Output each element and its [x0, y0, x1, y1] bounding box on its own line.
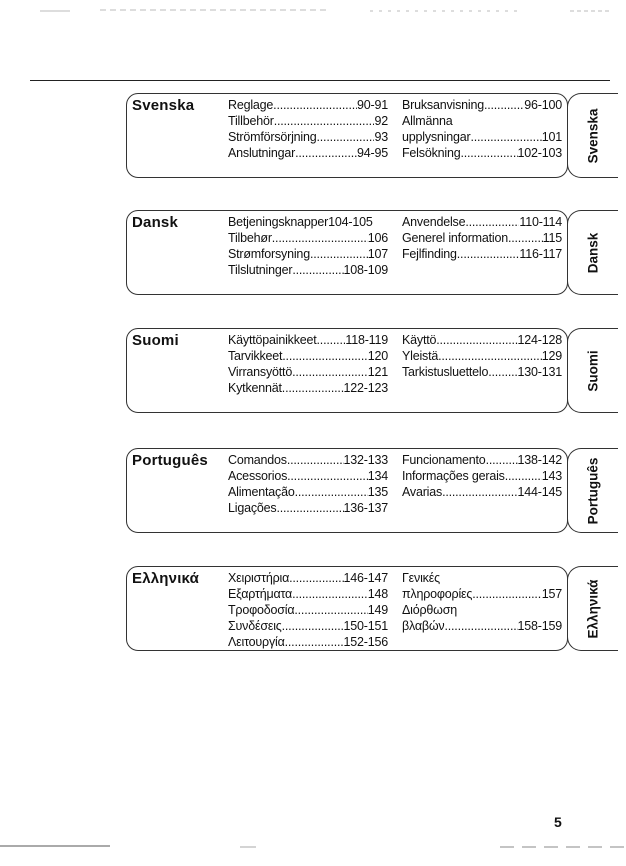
toc-column [228, 214, 388, 278]
dot-leader [292, 262, 343, 278]
tab-label: Svenska [585, 108, 601, 163]
entry-label: Reglage [228, 98, 274, 112]
entry-pages: 124-128 [517, 333, 562, 347]
entry-label: Strömförsörjning [228, 130, 317, 144]
dot-leader [310, 246, 368, 262]
language-name: Svenska [132, 97, 195, 114]
entry-label: Γενικές [402, 571, 440, 585]
entry-label: Διόρθωση [402, 603, 457, 617]
language-name: Ελληνικά [132, 570, 200, 587]
dot-leader [295, 484, 368, 500]
toc-entry [228, 113, 388, 129]
toc-entry [402, 452, 562, 468]
entry-pages: 121 [367, 365, 388, 379]
entry-pages: 134 [367, 469, 388, 483]
dot-leader [287, 452, 344, 468]
toc-entry [402, 570, 562, 586]
dot-leader [505, 468, 542, 484]
toc-entry [228, 332, 388, 348]
toc-column [228, 332, 388, 396]
toc-column [402, 570, 562, 634]
toc-section-suomi [126, 328, 568, 413]
entry-pages: 93 [374, 130, 388, 144]
toc-entry [228, 380, 388, 396]
entry-label: Comandos [228, 453, 287, 467]
entry-pages: 129 [541, 349, 562, 363]
toc-entry [228, 214, 388, 230]
toc-entry [402, 113, 562, 129]
dot-leader [436, 332, 517, 348]
toc-entry [402, 214, 562, 230]
entry-label: Strømforsyning [228, 247, 310, 261]
toc-entry [228, 452, 388, 468]
dot-leader [317, 332, 346, 348]
toc-column [402, 97, 562, 161]
tab-label: Ελληνικά [585, 579, 601, 638]
entry-pages: 144-145 [517, 485, 562, 499]
entry-label: Χειριστήρια [228, 571, 290, 585]
entry-pages: 96-100 [524, 98, 562, 112]
tab-label: Português [585, 457, 601, 524]
toc-entry [228, 246, 388, 262]
entry-pages: 149 [367, 603, 388, 617]
entry-label: Anslutningar [228, 146, 296, 160]
entry-label: Tarvikkeet [228, 349, 283, 363]
toc-entry [402, 97, 562, 113]
entry-label: Betjeningsknapper [228, 215, 329, 229]
entry-pages: 120 [367, 349, 388, 363]
entry-pages: 94-95 [357, 146, 388, 160]
toc-entry [228, 484, 388, 500]
toc-entry [228, 97, 388, 113]
dot-leader [472, 586, 542, 602]
entry-pages: 122-123 [343, 381, 388, 395]
entry-label: Felsökning [402, 146, 461, 160]
dot-leader [317, 129, 375, 145]
toc-entry [402, 145, 562, 161]
tab-label: Suomi [585, 349, 601, 392]
entry-pages: 148 [367, 587, 388, 601]
entry-pages: 90-91 [357, 98, 388, 112]
toc-entry [228, 500, 388, 516]
entry-label: Συνδέσεις [228, 619, 282, 633]
scan-artifact-bottom [0, 842, 626, 852]
dot-leader [285, 634, 344, 650]
scan-artifact-top [0, 6, 626, 16]
side-tab-svenska [567, 93, 618, 178]
entry-pages: 132-133 [343, 453, 388, 467]
entry-pages: 118-119 [345, 333, 388, 347]
toc-column [402, 214, 562, 262]
entry-pages: 101 [541, 130, 562, 144]
entry-pages: 146-147 [343, 571, 388, 585]
dot-leader [488, 364, 517, 380]
entry-label: Kytkennät [228, 381, 282, 395]
toc-entry [402, 586, 562, 602]
entry-label: Acessorios [228, 469, 288, 483]
entry-pages: 135 [367, 485, 388, 499]
side-tab-portugues [567, 448, 618, 533]
dot-leader [460, 145, 517, 161]
toc-column [228, 97, 388, 161]
entry-label: Bruksanvisning [402, 98, 484, 112]
dot-leader [470, 129, 541, 145]
entry-label: Τροφοδοσία [228, 603, 295, 617]
dot-leader [276, 500, 343, 516]
entry-label: Alimentação [228, 485, 295, 499]
toc-entry [228, 570, 388, 586]
language-name: Suomi [132, 332, 179, 349]
language-name: Português [132, 452, 208, 469]
entry-label: Tilslutninger [228, 263, 293, 277]
entry-pages: 106 [367, 231, 388, 245]
entry-pages: 110-114 [519, 215, 562, 229]
dot-leader [292, 586, 368, 602]
toc-entry [228, 586, 388, 602]
entry-pages: 138-142 [517, 453, 562, 467]
entry-label: Tillbehör [228, 114, 274, 128]
dot-leader [442, 484, 517, 500]
toc-entry [228, 602, 388, 618]
toc-entry [228, 230, 388, 246]
toc-entry [402, 618, 562, 634]
toc-entry [228, 618, 388, 634]
entry-label: Avarias [402, 485, 443, 499]
entry-pages: 157 [541, 587, 562, 601]
entry-pages: 102-103 [517, 146, 562, 160]
entry-label: Funcionamento [402, 453, 486, 467]
dot-leader [508, 230, 543, 246]
dot-leader [457, 246, 520, 262]
side-tab-dansk [567, 210, 618, 295]
entry-pages: 150-151 [343, 619, 388, 633]
entry-label: Λειτουργία [228, 635, 285, 649]
entry-pages: 107 [367, 247, 388, 261]
tab-label: Dansk [585, 232, 601, 273]
entry-pages: 104-105 [328, 215, 373, 229]
entry-label: Informações gerais [402, 469, 505, 483]
toc-entry [402, 129, 562, 145]
dot-leader [438, 348, 542, 364]
dot-leader [282, 618, 344, 634]
dot-leader [287, 468, 368, 484]
entry-pages: 116-117 [519, 247, 562, 261]
toc-entry [228, 145, 388, 161]
entry-label: upplysningar [402, 130, 471, 144]
dot-leader [444, 618, 517, 634]
dot-leader [292, 364, 368, 380]
entry-pages: 136-137 [343, 501, 388, 515]
toc-entry [402, 364, 562, 380]
dot-leader [486, 452, 518, 468]
entry-pages: 152-156 [343, 635, 388, 649]
toc-entry [402, 602, 562, 618]
entry-label: Anvendelse [402, 215, 466, 229]
entry-label: Fejlfinding [402, 247, 457, 261]
side-tab-ellinika [567, 566, 618, 651]
dot-leader [274, 113, 375, 129]
entry-pages: 143 [541, 469, 562, 483]
toc-entry [228, 634, 388, 650]
entry-pages: 115 [542, 231, 562, 245]
dot-leader [282, 380, 344, 396]
entry-label: Allmänna [402, 114, 453, 128]
entry-pages: 108-109 [343, 263, 388, 277]
entry-label: Käyttö [402, 333, 437, 347]
toc-entry [402, 230, 562, 246]
entry-label: Virransyöttö [228, 365, 293, 379]
entry-label: Εξαρτήματα [228, 587, 293, 601]
toc-entry [228, 262, 388, 278]
toc-column [228, 570, 388, 650]
toc-section-dansk [126, 210, 568, 295]
toc-section-ellinika [126, 566, 568, 651]
entry-pages: 92 [374, 114, 388, 128]
dot-leader [289, 570, 343, 586]
toc-column [228, 452, 388, 516]
top-rule [30, 80, 610, 81]
toc-entry [402, 468, 562, 484]
dot-leader [465, 214, 519, 230]
toc-section-svenska [126, 93, 568, 178]
page-number: 5 [554, 814, 562, 830]
entry-label: Yleistä [402, 349, 439, 363]
entry-label: βλαβών [402, 619, 445, 633]
dot-leader [273, 97, 357, 113]
toc-entry [402, 484, 562, 500]
toc-column [402, 332, 562, 380]
toc-entry [228, 129, 388, 145]
entry-label: Tarkistusluettelo [402, 365, 489, 379]
language-name: Dansk [132, 214, 179, 231]
entry-label: Käyttöpainikkeet [228, 333, 317, 347]
toc-section-portugues [126, 448, 568, 533]
entry-pages: 130-131 [517, 365, 562, 379]
entry-label: Generel information [402, 231, 508, 245]
toc-entry [228, 364, 388, 380]
toc-entry [402, 332, 562, 348]
entry-pages: 158-159 [517, 619, 562, 633]
dot-leader [272, 230, 368, 246]
toc-entry [228, 348, 388, 364]
entry-label: Ligações [228, 501, 277, 515]
dot-leader [295, 145, 357, 161]
dot-leader [282, 348, 367, 364]
toc-entry [402, 246, 562, 262]
dot-leader [294, 602, 367, 618]
entry-label: Tilbehør [228, 231, 272, 245]
toc-entry [228, 468, 388, 484]
toc-column [402, 452, 562, 500]
entry-label: πληροφορίες [402, 587, 473, 601]
toc-entry [402, 348, 562, 364]
dot-leader [484, 97, 524, 113]
side-tab-suomi [567, 328, 618, 413]
